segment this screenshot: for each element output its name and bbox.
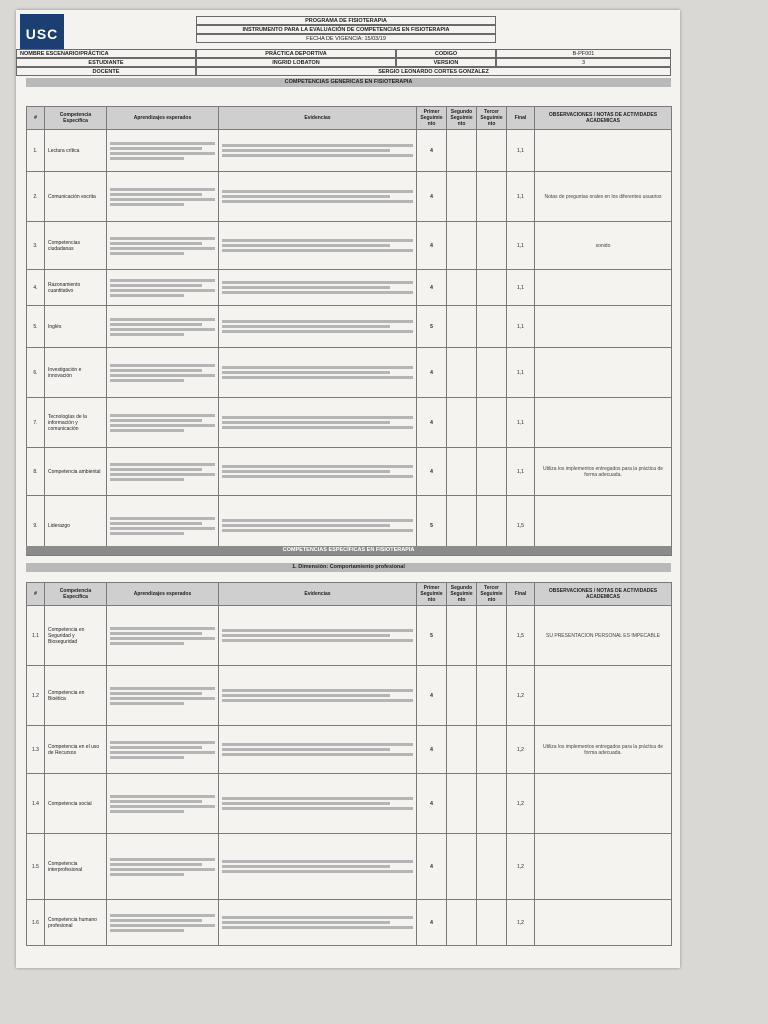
table-row (27, 774, 672, 834)
row-number: 1.3 (27, 726, 45, 774)
final-score: 1,1 (507, 222, 535, 270)
observations (535, 270, 672, 306)
unreadable-text-line (110, 863, 202, 866)
unreadable-text-line (110, 364, 215, 367)
expected-learning-text (107, 666, 219, 726)
table-row (27, 348, 672, 398)
specific-section-title: COMPETENCIAS ESPECÍFICAS EN FISIOTERAPIA (26, 546, 671, 555)
third-follow-up-score (477, 130, 507, 172)
competency-name: Lectura crítica (45, 130, 107, 172)
observations: sonido (535, 222, 672, 270)
unreadable-text-line (222, 634, 390, 637)
second-follow-up-score (447, 726, 477, 774)
third-follow-up-score (477, 774, 507, 834)
unreadable-text-line (222, 465, 413, 468)
validity-date: FECHA DE VIGENCIA: 15/03/19 (196, 34, 496, 43)
competency-name: Investigación e innovación (45, 348, 107, 398)
evidence-text (219, 306, 417, 348)
student-label: ESTUDIANTE (16, 58, 196, 67)
unreadable-text-line (110, 203, 184, 206)
unreadable-text-line (110, 468, 202, 471)
competency-name: Competencia en el uso de Recursos (45, 726, 107, 774)
row-number: 5. (27, 306, 45, 348)
column-header: Primer Seguimiento (417, 583, 447, 606)
unreadable-text-line (222, 366, 413, 369)
unreadable-text-line (222, 524, 390, 527)
unreadable-text-line (110, 242, 202, 245)
unreadable-text-line (110, 746, 202, 749)
competency-name: Comunicación escrita (45, 172, 107, 222)
final-score: 1,1 (507, 172, 535, 222)
competency-name: Competencia en Bioética (45, 666, 107, 726)
unreadable-text-line (222, 286, 390, 289)
unreadable-text-line (110, 318, 215, 321)
unreadable-text-line (222, 753, 413, 756)
table-row (27, 606, 672, 666)
final-score: 1,1 (507, 348, 535, 398)
first-follow-up-score: 4 (417, 774, 447, 834)
code-label: CODIGO (396, 49, 496, 58)
final-score: 1,2 (507, 900, 535, 946)
expected-learning-text (107, 606, 219, 666)
first-follow-up-score: 5 (417, 606, 447, 666)
unreadable-text-line (110, 751, 215, 754)
expected-learning-text (107, 834, 219, 900)
teacher-value: SERGIO LEONARDO CORTES GONZALEZ (196, 67, 671, 76)
specific-table-header (27, 583, 672, 606)
row-number: 7. (27, 398, 45, 448)
generic-table-header (27, 107, 672, 130)
table-row (27, 448, 672, 496)
row-number: 1.2 (27, 666, 45, 726)
unreadable-text-line (110, 369, 202, 372)
unreadable-text-line (110, 328, 215, 331)
unreadable-text-line (222, 639, 413, 642)
unreadable-text-line (110, 697, 215, 700)
unreadable-text-line (222, 470, 390, 473)
unreadable-text-line (222, 195, 390, 198)
first-follow-up-score: 5 (417, 496, 447, 556)
expected-learning-text (107, 130, 219, 172)
unreadable-text-line (110, 741, 215, 744)
unreadable-text-line (110, 463, 215, 466)
version-value: 3 (496, 58, 671, 67)
unreadable-text-line (110, 252, 184, 255)
table-row (27, 222, 672, 270)
unreadable-text-line (110, 188, 215, 191)
third-follow-up-score (477, 172, 507, 222)
column-header: Segundo Seguimiento (447, 107, 477, 130)
observations: Notas de preguntas orales en los diferentes usuarios (535, 172, 672, 222)
unreadable-text-line (110, 284, 202, 287)
evidence-text (219, 130, 417, 172)
unreadable-text-line (222, 807, 413, 810)
column-header: Competencia Específica (45, 107, 107, 130)
observations (535, 306, 672, 348)
unreadable-text-line (222, 921, 390, 924)
evidence-text (219, 222, 417, 270)
code-value: B-PF001 (496, 49, 671, 58)
unreadable-text-line (222, 281, 413, 284)
row-number: 4. (27, 270, 45, 306)
program-title: PROGRAMA DE FISIOTERAPIA (196, 16, 496, 25)
specific-competencies-table (26, 582, 672, 946)
unreadable-text-line (222, 320, 413, 323)
evidence-text (219, 900, 417, 946)
evidence-text (219, 726, 417, 774)
competency-name: Competencia social (45, 774, 107, 834)
unreadable-text-line (110, 642, 184, 645)
instrument-title: INSTRUMENTO PARA LA EVALUACIÓN DE COMPETENCIAS EN FISIOTERAPIA (196, 25, 496, 34)
second-follow-up-score (447, 130, 477, 172)
unreadable-text-line (222, 629, 413, 632)
competency-name: Competencia ambiental (45, 448, 107, 496)
unreadable-text-line (110, 198, 215, 201)
row-number: 1.6 (27, 900, 45, 946)
observations (535, 398, 672, 448)
unreadable-text-line (222, 699, 413, 702)
final-score: 1,1 (507, 306, 535, 348)
first-follow-up-score: 4 (417, 448, 447, 496)
unreadable-text-line (110, 429, 184, 432)
observations: SU PRESENTACION PERSONAL ES IMPECABLE (535, 606, 672, 666)
third-follow-up-score (477, 606, 507, 666)
unreadable-text-line (110, 687, 215, 690)
unreadable-text-line (110, 873, 184, 876)
third-follow-up-score (477, 348, 507, 398)
expected-learning-text (107, 398, 219, 448)
second-follow-up-score (447, 606, 477, 666)
table-row (27, 834, 672, 900)
unreadable-text-line (110, 247, 215, 250)
generic-table-body (27, 130, 672, 556)
unreadable-text-line (110, 333, 184, 336)
observations: Utiliza los implementos entregados para la práctica de forma adecuada. (535, 726, 672, 774)
version-label: VERSION (396, 58, 496, 67)
unreadable-text-line (110, 142, 215, 145)
first-follow-up-score: 4 (417, 666, 447, 726)
unreadable-text-line (110, 473, 215, 476)
generic-section-title: COMPETENCIAS GENERICAS EN FISIOTERAPIA (26, 78, 671, 87)
evidence-text (219, 172, 417, 222)
row-number: 1. (27, 130, 45, 172)
observations (535, 834, 672, 900)
unreadable-text-line (222, 416, 413, 419)
observations: Utiliza los implementos entregados para la práctica de forma adecuada. (535, 448, 672, 496)
column-header: OBSERVACIONES / NOTAS DE ACTIVIDADES ACADEMICAS (535, 583, 672, 606)
final-score: 1,1 (507, 448, 535, 496)
competency-name: Inglés (45, 306, 107, 348)
unreadable-text-line (110, 692, 202, 695)
first-follow-up-score: 4 (417, 900, 447, 946)
unreadable-text-line (110, 805, 215, 808)
observations (535, 348, 672, 398)
unreadable-text-line (110, 702, 184, 705)
final-score: 1,2 (507, 666, 535, 726)
unreadable-text-line (222, 797, 413, 800)
unreadable-text-line (110, 637, 215, 640)
final-score: 1,2 (507, 834, 535, 900)
observations (535, 130, 672, 172)
table-row (27, 666, 672, 726)
unreadable-text-line (222, 371, 390, 374)
first-follow-up-score: 4 (417, 834, 447, 900)
teacher-label: DOCENTE (16, 67, 196, 76)
evidence-text (219, 834, 417, 900)
competency-name: Liderazgo (45, 496, 107, 556)
first-follow-up-score: 5 (417, 306, 447, 348)
third-follow-up-score (477, 398, 507, 448)
competency-name: Competencia en Seguridad y Bioseguridad (45, 606, 107, 666)
table-row (27, 172, 672, 222)
column-header: Aprendizajes esperados (107, 583, 219, 606)
third-follow-up-score (477, 834, 507, 900)
expected-learning-text (107, 348, 219, 398)
table-row (27, 900, 672, 946)
column-header: OBSERVACIONES / NOTAS DE ACTIVIDADES ACADEMICAS (535, 107, 672, 130)
expected-learning-text (107, 726, 219, 774)
expected-learning-text (107, 270, 219, 306)
competency-name: Tecnologías de la información y comunicación (45, 398, 107, 448)
third-follow-up-score (477, 666, 507, 726)
second-follow-up-score (447, 270, 477, 306)
observations (535, 900, 672, 946)
unreadable-text-line (110, 810, 184, 813)
unreadable-text-line (222, 743, 413, 746)
column-header: Final (507, 107, 535, 130)
final-score: 1,5 (507, 606, 535, 666)
unreadable-text-line (110, 147, 202, 150)
unreadable-text-line (110, 478, 184, 481)
column-header: Evidencias (219, 107, 417, 130)
unreadable-text-line (110, 414, 215, 417)
unreadable-text-line (110, 527, 215, 530)
table-row (27, 306, 672, 348)
evidence-text (219, 448, 417, 496)
unreadable-text-line (110, 237, 215, 240)
competency-name: Competencia interprofesional (45, 834, 107, 900)
university-logo (20, 14, 64, 54)
final-score: 1,1 (507, 130, 535, 172)
final-score: 1,2 (507, 726, 535, 774)
second-follow-up-score (447, 834, 477, 900)
second-follow-up-score (447, 398, 477, 448)
unreadable-text-line (222, 865, 390, 868)
third-follow-up-score (477, 726, 507, 774)
competency-name: Razonamiento cuantitativo (45, 270, 107, 306)
column-header: Tercer Seguimiento (477, 107, 507, 130)
expected-learning-text (107, 222, 219, 270)
third-follow-up-score (477, 900, 507, 946)
unreadable-text-line (110, 929, 184, 932)
unreadable-text-line (222, 519, 413, 522)
competency-name: Competencia humano profesional (45, 900, 107, 946)
unreadable-text-line (110, 868, 215, 871)
column-header: Competencia Específica (45, 583, 107, 606)
first-follow-up-score: 4 (417, 726, 447, 774)
student-value: INGRID LOBATON (196, 58, 396, 67)
expected-learning-text (107, 306, 219, 348)
second-follow-up-score (447, 348, 477, 398)
observations (535, 666, 672, 726)
second-follow-up-score (447, 666, 477, 726)
unreadable-text-line (222, 149, 390, 152)
unreadable-text-line (222, 154, 413, 157)
evaluation-sheet (16, 10, 680, 968)
unreadable-text-line (110, 632, 202, 635)
first-follow-up-score: 4 (417, 270, 447, 306)
row-number: 2. (27, 172, 45, 222)
final-score: 1,1 (507, 398, 535, 448)
third-follow-up-score (477, 448, 507, 496)
unreadable-text-line (110, 627, 215, 630)
unreadable-text-line (110, 522, 202, 525)
unreadable-text-line (110, 919, 202, 922)
dimension-title: 1. Dimensión: Comportamiento profesional (26, 563, 671, 572)
evidence-text (219, 398, 417, 448)
second-follow-up-score (447, 774, 477, 834)
table-row (27, 398, 672, 448)
column-header: Primer Seguimiento (417, 107, 447, 130)
first-follow-up-score: 4 (417, 172, 447, 222)
unreadable-text-line (110, 294, 184, 297)
third-follow-up-score (477, 222, 507, 270)
unreadable-text-line (222, 926, 413, 929)
unreadable-text-line (222, 802, 390, 805)
evidence-text (219, 774, 417, 834)
expected-learning-text (107, 774, 219, 834)
logo-text: USC (25, 26, 59, 42)
unreadable-text-line (110, 193, 202, 196)
unreadable-text-line (222, 200, 413, 203)
unreadable-text-line (110, 152, 215, 155)
unreadable-text-line (222, 860, 413, 863)
unreadable-text-line (110, 289, 215, 292)
final-score: 1,2 (507, 774, 535, 834)
unreadable-text-line (222, 475, 413, 478)
final-score: 1,5 (507, 496, 535, 556)
unreadable-text-line (110, 858, 215, 861)
unreadable-text-line (110, 914, 215, 917)
unreadable-text-line (222, 689, 413, 692)
scenario-label: NOMBRE ESCENARIO/PRÁCTICA (16, 49, 196, 58)
evidence-text (219, 270, 417, 306)
unreadable-text-line (110, 379, 184, 382)
evidence-text (219, 666, 417, 726)
third-follow-up-score (477, 270, 507, 306)
first-follow-up-score: 4 (417, 348, 447, 398)
competency-name: Competencias ciudadanas (45, 222, 107, 270)
row-number: 1.1 (27, 606, 45, 666)
first-follow-up-score: 4 (417, 130, 447, 172)
evidence-text (219, 606, 417, 666)
unreadable-text-line (110, 157, 184, 160)
row-number: 1.5 (27, 834, 45, 900)
second-follow-up-score (447, 222, 477, 270)
unreadable-text-line (110, 756, 184, 759)
column-header: Aprendizajes esperados (107, 107, 219, 130)
third-follow-up-score (477, 306, 507, 348)
unreadable-text-line (110, 323, 202, 326)
first-follow-up-score: 4 (417, 398, 447, 448)
column-header: # (27, 107, 45, 130)
final-score: 1,1 (507, 270, 535, 306)
second-follow-up-score (447, 900, 477, 946)
unreadable-text-line (222, 529, 413, 532)
unreadable-text-line (222, 748, 390, 751)
row-number: 8. (27, 448, 45, 496)
observations (535, 774, 672, 834)
second-follow-up-score (447, 172, 477, 222)
unreadable-text-line (222, 244, 390, 247)
expected-learning-text (107, 900, 219, 946)
unreadable-text-line (110, 279, 215, 282)
table-row (27, 726, 672, 774)
unreadable-text-line (222, 426, 413, 429)
unreadable-text-line (222, 870, 413, 873)
column-header: Evidencias (219, 583, 417, 606)
unreadable-text-line (110, 795, 215, 798)
expected-learning-text (107, 448, 219, 496)
second-follow-up-score (447, 306, 477, 348)
column-header: Tercer Seguimiento (477, 583, 507, 606)
unreadable-text-line (110, 532, 184, 535)
second-follow-up-score (447, 448, 477, 496)
unreadable-text-line (222, 239, 413, 242)
unreadable-text-line (110, 800, 202, 803)
scenario-value: PRÁCTICA DEPORTIVA (196, 49, 396, 58)
unreadable-text-line (110, 374, 215, 377)
column-header: Final (507, 583, 535, 606)
unreadable-text-line (222, 291, 413, 294)
unreadable-text-line (110, 924, 215, 927)
evidence-text (219, 348, 417, 398)
unreadable-text-line (222, 376, 413, 379)
unreadable-text-line (110, 419, 202, 422)
row-number: 6. (27, 348, 45, 398)
unreadable-text-line (222, 190, 413, 193)
unreadable-text-line (222, 325, 390, 328)
row-number: 3. (27, 222, 45, 270)
generic-competencies-table (26, 106, 672, 556)
unreadable-text-line (222, 249, 413, 252)
first-follow-up-score: 4 (417, 222, 447, 270)
unreadable-text-line (110, 424, 215, 427)
unreadable-text-line (222, 421, 390, 424)
unreadable-text-line (222, 916, 413, 919)
unreadable-text-line (222, 694, 390, 697)
table-row (27, 270, 672, 306)
table-row (27, 130, 672, 172)
column-header: # (27, 583, 45, 606)
unreadable-text-line (222, 330, 413, 333)
row-number: 9. (27, 496, 45, 556)
unreadable-text-line (222, 144, 413, 147)
column-header: Segundo Seguimiento (447, 583, 477, 606)
expected-learning-text (107, 172, 219, 222)
unreadable-text-line (110, 517, 215, 520)
row-number: 1.4 (27, 774, 45, 834)
specific-table-body (27, 606, 672, 946)
